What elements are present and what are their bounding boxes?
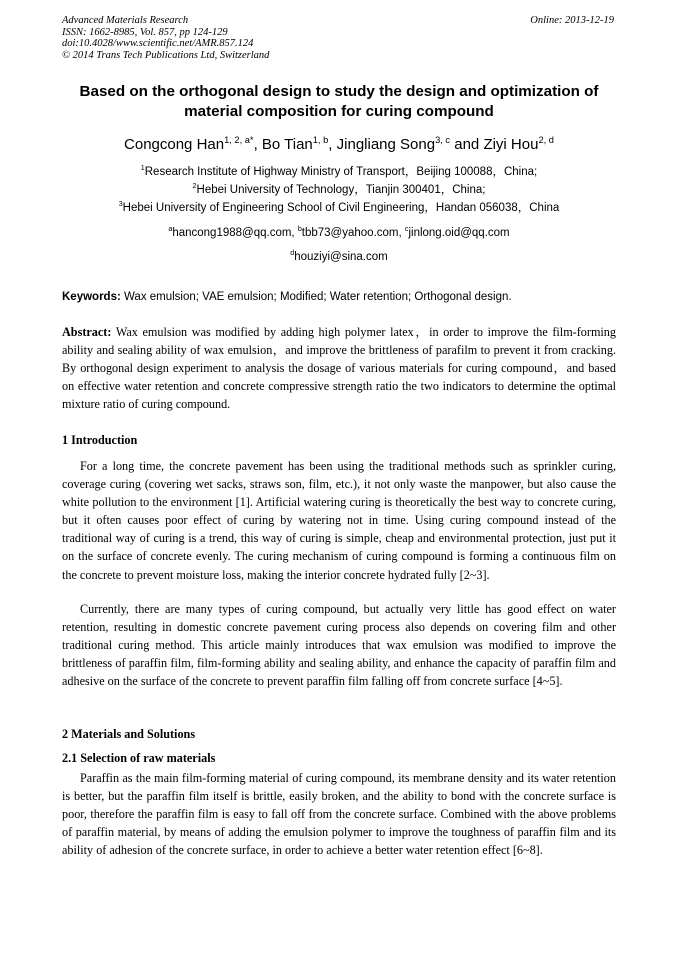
abstract-label: Abstract: (62, 325, 112, 339)
issn-line: ISSN: 1662-8985, Vol. 857, pp 124-129 (62, 26, 228, 38)
journal-header (62, 15, 269, 61)
email-address: hancong1988@qq.com, (172, 227, 298, 239)
affiliation-sup: 1 (140, 164, 145, 173)
doi-line: doi:10.4028/www.scientific.net/AMR.857.124 (62, 38, 254, 49)
affiliation-3 (62, 201, 616, 215)
raw-materials-paragraph: Paraffin as the main film-forming material of curing compound, its membrane density and its water retention is better, but the paraffin film itself is brittle, easily broken, and the ability to bond with the concrete surface is poor, therefore the paraffin film is easy to fall off from the concrete surface. Combined with the above problems of paraffin material, by means of adding the emulsion polymer to improve the toughness of paraffin film and its ability of adhesion of the concrete surface, in order to achieve a better water retention effect [6~8]. (62, 771, 616, 858)
affiliation-text: Hebei University of Engineering School of Civil Engineering，Handan 056038，China (122, 202, 560, 214)
intro-paragraph-2: Currently, there are many types of curing compound, but actually very little has good effect on water retention, resulting in domestic concrete pavement curing process also depends on covering film and other traditional curing method. This article mainly introduces that wax emulsion was modified to improve the brittleness of paraffin film, film-forming ability and sealing ability, and enhance the capacity of paraffin film and adhesive on the surface of the concrete to prevent paraffin film falling off from concrete surface [4~5]. (62, 602, 616, 689)
author-name: Bo Tian (261, 136, 313, 153)
affiliation-sup: 2 (192, 182, 197, 191)
subsection-heading-raw-materials: 2.1 Selection of raw materials (62, 751, 216, 765)
author-affil-sup: 3, c (435, 135, 451, 145)
online-date: Online: 2013-12-19 (530, 15, 614, 26)
affiliation-text: Hebei University of Technology，Tianjin 300401，China; (196, 184, 486, 196)
author-separator: , (253, 136, 262, 153)
paper-title: Based on the orthogonal design to study the design and optimization of material composition for curing compound (79, 83, 599, 120)
email-address: houziyi@sina.com (294, 251, 388, 263)
author-name: Congcong Han (124, 136, 225, 153)
journal-name: Advanced Materials Research (62, 15, 189, 26)
email-sup: a (168, 225, 173, 234)
section-heading-materials: 2 Materials and Solutions (62, 727, 196, 741)
keywords-text: Wax emulsion; VAE emulsion; Modified; Water retention; Orthogonal design. (120, 291, 512, 303)
author-affil-sup: 1, b (312, 135, 329, 145)
section-heading-introduction: 1 Introduction (62, 433, 138, 447)
author-name: Ziyi Hou (483, 136, 539, 153)
author-affil-sup: 1, 2, a* (224, 135, 254, 145)
keywords-label: Keywords: (62, 291, 121, 303)
intro-paragraph-1: For a long time, the concrete pavement has been using the traditional methods such as sprinkler curing, coverage curing (covering wet sacks, straws son, film, etc.), it not only waste the manpower, but also cause the white pollution to the environment [1]. Artificial watering curing is theoretically the best way to concrete curing, but it often causes poor effect of curing by watering not in time. Using curing compound instead of the traditional way of curing is a trend, this way of curing is simple, cheap and environmental protection, just put it on the surface of concrete evenly. The curing mechanism of curing compound is forming a continuous film on the concrete to prevent moisture loss, making the interior concrete hydrated fully [2~3]. (62, 459, 616, 582)
affiliation-1 (62, 165, 616, 179)
abstract (62, 323, 616, 413)
author-affil-sup: 2, d (538, 135, 554, 145)
email-line-2 (62, 250, 616, 264)
email-line-1 (62, 226, 616, 240)
affiliation-text: Research Institute of Highway Ministry of Transport，Beijing 100088，China; (144, 166, 538, 178)
email-address: tbb73@yahoo.com, (301, 227, 405, 239)
email-sup: d (290, 249, 295, 258)
email-sup: c (404, 225, 409, 234)
author-list (62, 135, 616, 155)
abstract-text: Wax emulsion was modified by adding high polymer latex，in order to improve the film-forming ability and sealing ability of wax emulsion，and improve the brittleness of parafilm to prevent it from cracking. By orthogonal design experiment to analysis the dosage of various materials for curing compound，and based on effective water retention and concrete compressive strength ratio the two indicators to determine the optimal mixture ratio of curing compound. (62, 325, 616, 412)
affiliation-sup: 3 (118, 200, 123, 209)
author-separator: , (328, 136, 337, 153)
copyright-line: © 2014 Trans Tech Publications Ltd, Switzerland (62, 49, 270, 61)
affiliation-2 (62, 183, 616, 197)
author-separator: and (450, 136, 484, 153)
email-sup: b (297, 225, 302, 234)
keywords (62, 290, 616, 305)
author-name: Jingliang Song (336, 136, 436, 153)
email-address: jinlong.oid@qq.com (408, 227, 510, 239)
